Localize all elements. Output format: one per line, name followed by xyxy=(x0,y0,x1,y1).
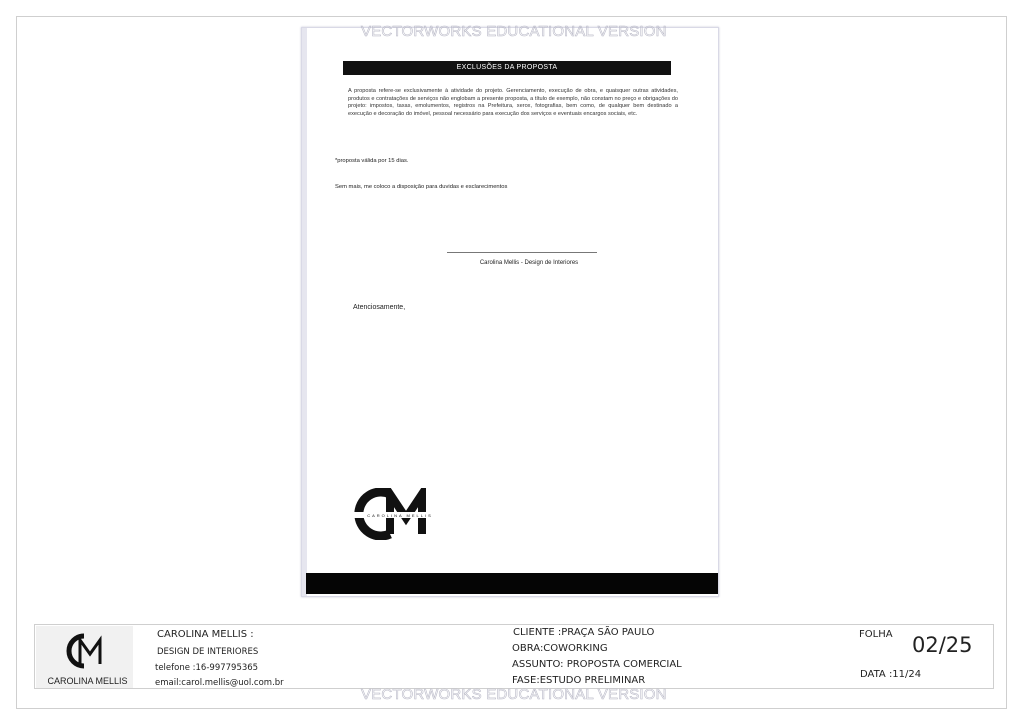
sheet-number: 02/25 xyxy=(912,633,973,657)
signature-name: Carolina Mellis - Design de Interiores xyxy=(479,260,579,266)
title-block-logo-area xyxy=(36,626,133,688)
sheet-label: FOLHA xyxy=(859,629,893,640)
signature-line xyxy=(447,252,597,253)
company-subtitle: DESIGN DE INTERIORES xyxy=(157,647,259,657)
validity-note: *proposta válida por 15 dias. xyxy=(335,158,409,164)
work-field: OBRA:COWORKING xyxy=(512,643,608,654)
proposal-sheet xyxy=(301,27,719,597)
closing-line: Sem mais, me coloco a disposição para duvidas e esclarecimentos xyxy=(335,184,508,190)
company-email: email:carol.mellis@uol.com.br xyxy=(155,678,284,688)
regards-text: Atenciosamente, xyxy=(353,304,406,311)
company-phone: telefone :16-997795365 xyxy=(155,663,259,673)
subject-field: ASSUNTO: PROPOSTA COMERCIAL xyxy=(512,659,682,670)
company-name: CAROLINA MELLIS : xyxy=(157,629,254,640)
date-field: DATA :11/24 xyxy=(860,669,922,680)
exclusions-paragraph: A proposta refere-se exclusivamente à atividade do projeto. Gerenciamento, execução de obra, e quaisquer outras atividades, produtos e contratações de serviços não englobam a presente proposta, a título de exemplo, não constam no preço e obrigações do projeto: impostos, taxas, emolumentos, registros na Prefeitura, xerox, fotografias, bem como, de qualquer bem destinado a execução e decoração do imóvel, pessoal necessário para execução dos serviços e eventuais encargos sociais, etc. xyxy=(348,88,678,117)
watermark-bottom: VECTORWORKS EDUCATIONAL VERSION xyxy=(361,686,667,703)
logo-caption: CAROLINA MELLIS xyxy=(47,676,128,686)
phase-field: FASE:ESTUDO PRELIMINAR xyxy=(512,675,646,686)
title-block xyxy=(34,624,994,689)
watermark-top: VECTORWORKS EDUCATIONAL VERSION xyxy=(361,23,667,40)
logo-lettering: CAROLINA MELLIS xyxy=(367,513,433,518)
cm-logo-icon xyxy=(350,488,450,540)
client-field: CLIENTE :PRAÇA SÃO PAULO xyxy=(513,627,655,638)
section-title-banner: EXCLUSÕES DA PROPOSTA xyxy=(343,61,671,75)
cm-monogram-icon xyxy=(36,626,133,676)
sheet-footer-bar xyxy=(306,573,718,594)
